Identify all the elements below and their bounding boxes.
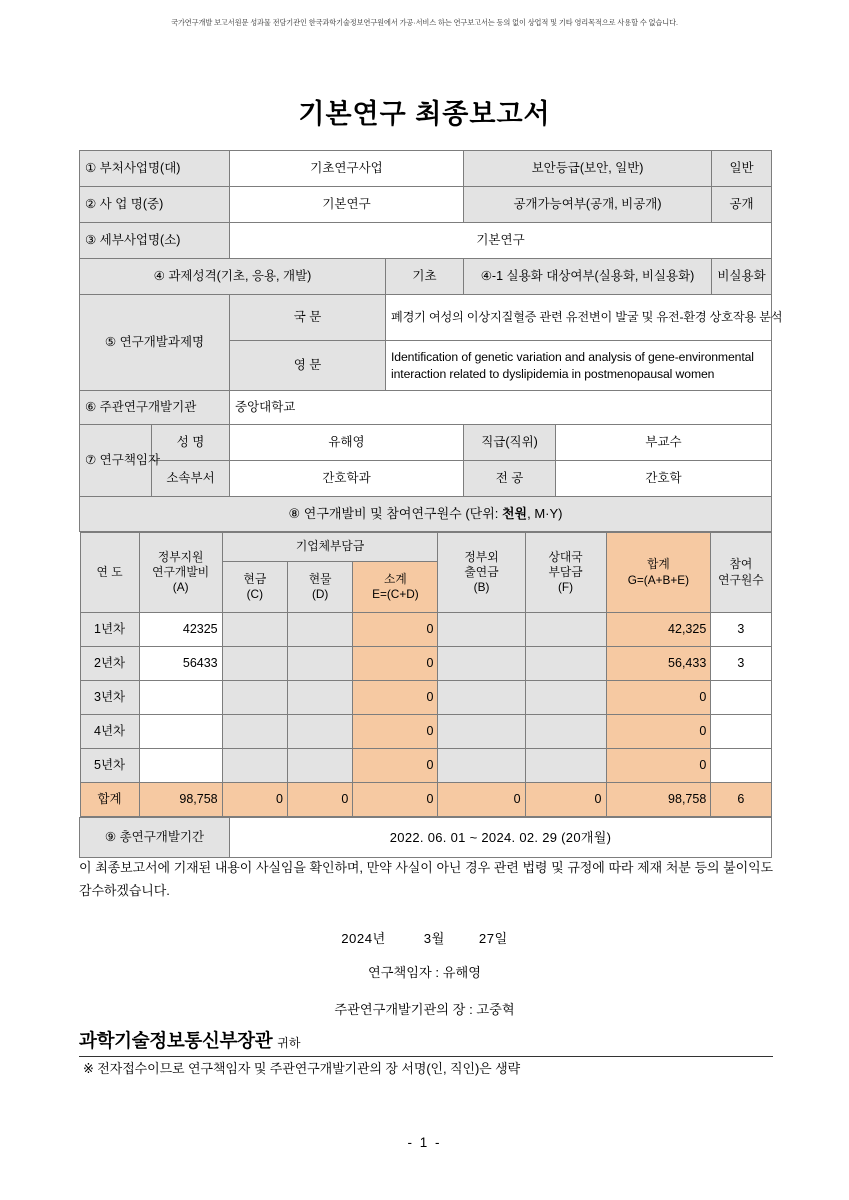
row3-value: 기본연구: [230, 223, 772, 259]
budget-caption-prefix: ⑧ 연구개발비 및 참여연구원수 (단위:: [288, 506, 502, 522]
cell-nongov: [438, 749, 525, 783]
ministry-name: 과학기술정보통신부장관: [79, 1030, 273, 1051]
table-row: [80, 715, 771, 749]
total-subtotal: 0: [353, 783, 438, 817]
bh-nongov-l3: (B): [473, 580, 490, 595]
table-row: [80, 425, 772, 461]
budget-caption-suffix: , M·Y): [527, 506, 563, 522]
signature-day: 27일: [478, 931, 508, 946]
signature-principal-investigator: 연구책임자 : 유해영: [368, 965, 481, 980]
bh-year: 연 도: [80, 533, 139, 613]
report-info-table: [79, 150, 783, 858]
table-row: [80, 295, 772, 341]
bh-partner: [525, 533, 606, 613]
cell-gov: [139, 715, 222, 749]
table-row: [80, 187, 772, 223]
cell-cash: [222, 647, 287, 681]
cell-total: 0: [606, 681, 711, 715]
bh-total-l1: 합계: [646, 557, 670, 572]
row1-sub-value: 일반: [712, 151, 772, 187]
budget-caption: [80, 497, 772, 532]
cell-subtotal: 0: [353, 681, 438, 715]
bh-total-l2: G=(A+B+E): [627, 572, 690, 587]
cell-inkind: [288, 749, 353, 783]
total-nongov: 0: [438, 783, 525, 817]
cell-inkind: [288, 613, 353, 647]
bh-nongov: [438, 533, 525, 613]
bh-inkind: [288, 562, 353, 613]
row5-en-label: 영 문: [230, 341, 386, 391]
cell-inkind: [288, 715, 353, 749]
bh-inkind-l1: 현물: [308, 571, 332, 586]
cell-subtotal: 0: [353, 647, 438, 681]
bh-researchers: [711, 533, 771, 613]
table-row: [80, 818, 772, 858]
bh-subtotal-l1: 소계: [384, 571, 407, 586]
ministry-suffix: 귀하: [277, 1036, 301, 1050]
cell-total: 56,433: [606, 647, 711, 681]
row7-name-label: 성 명: [152, 425, 230, 461]
cell-gov: 56433: [139, 647, 222, 681]
bh-nongov-l2: 출연금: [464, 564, 499, 579]
cell-partner: [525, 613, 606, 647]
signature-year: 2024년: [341, 931, 386, 946]
row3-label: ③ 세부사업명(소): [80, 223, 230, 259]
row4-label: ④ 과제성격(기초, 응용, 개발): [80, 259, 386, 295]
row-year-label: 3년차: [80, 681, 139, 715]
cell-subtotal: 0: [353, 749, 438, 783]
cell-partner: [525, 749, 606, 783]
budget-header-row-1: [80, 533, 771, 562]
cell-partner: [525, 647, 606, 681]
cell-partner: [525, 681, 606, 715]
signature-organization-head: 주관연구개발기관의 장 : 고중혁: [334, 1002, 515, 1017]
bh-company-group: 기업체부담금: [222, 533, 438, 562]
cell-subtotal: 0: [353, 715, 438, 749]
total-partner: 0: [525, 783, 606, 817]
row2-value: 기본연구: [230, 187, 464, 223]
cell-inkind: [288, 647, 353, 681]
signature-date: [0, 928, 849, 947]
cell-gov: 42325: [139, 613, 222, 647]
row-year-label: 4년차: [80, 715, 139, 749]
row9-value: 2022. 06. 01 ~ 2024. 02. 29 (20개월): [230, 818, 772, 858]
row2-sub-value: 공개: [712, 187, 772, 223]
page-number: - 1 -: [407, 1135, 442, 1150]
table-row: [80, 151, 772, 187]
table-row: [80, 613, 771, 647]
cell-nongov: [438, 613, 525, 647]
bh-total: [606, 533, 711, 613]
bh-gov-fund-l1: 정부지원: [157, 549, 204, 564]
table-row: [80, 391, 772, 425]
row7-major-label: 전 공: [464, 461, 556, 497]
cell-researchers: [711, 681, 771, 715]
bh-researchers-l1: 참여: [729, 557, 753, 572]
row5-ko-label: 국 문: [230, 295, 386, 341]
cell-subtotal: 0: [353, 613, 438, 647]
bh-subtotal: [353, 562, 438, 613]
bh-nongov-l1: 정부외: [464, 549, 499, 564]
bh-partner-l2: 부담금: [548, 564, 583, 579]
cell-researchers: 3: [711, 647, 771, 681]
cell-cash: [222, 749, 287, 783]
row7-dept-label: 소속부서: [152, 461, 230, 497]
bh-gov-fund-l2: 연구개발비: [152, 564, 210, 579]
cell-researchers: [711, 749, 771, 783]
cell-gov: [139, 681, 222, 715]
row2-label: ② 사 업 명(중): [80, 187, 230, 223]
cell-total: 42,325: [606, 613, 711, 647]
ministry-addressee: [79, 1027, 773, 1057]
row2-sub-label: 공개가능여부(공개, 비공개): [464, 187, 712, 223]
cell-gov: [139, 749, 222, 783]
cell-cash: [222, 613, 287, 647]
row7-major-value: 간호학: [556, 461, 772, 497]
bh-cash: [222, 562, 287, 613]
table-row: [80, 749, 771, 783]
bh-partner-l3: (F): [558, 580, 574, 595]
row6-label: ⑥ 주관연구개발기관: [80, 391, 230, 425]
bh-cash-l1: 현금: [243, 571, 267, 586]
cell-partner: [525, 715, 606, 749]
row9-label: ⑨ 총연구개발기간: [80, 818, 230, 858]
table-row: [80, 223, 772, 259]
bh-subtotal-l2: E=(C+D): [372, 587, 419, 601]
total-cash: 0: [222, 783, 287, 817]
row-year-label: 1년차: [80, 613, 139, 647]
row7-rank-label: 직급(직위): [464, 425, 556, 461]
cell-researchers: 3: [711, 613, 771, 647]
row7-dept-value: 간호학과: [230, 461, 464, 497]
signature-month: 3월: [423, 931, 445, 946]
legal-notice: 국가연구개발 보고서원문 성과물 전담기관인 한국과학기술정보연구원에서 가공·서비스 하는 연구보고서는 동의 없이 상업적 및 기타 영리목적으로 사용할 수 없습니다.: [171, 18, 678, 27]
row4-sub-value: 비실용화: [712, 259, 772, 295]
budget-caption-unit: 천원: [501, 506, 528, 522]
cell-nongov: [438, 647, 525, 681]
row1-label: ① 부처사업명(대): [80, 151, 230, 187]
cell-total: 0: [606, 715, 711, 749]
row7-name-value: 유해영: [230, 425, 464, 461]
table-row: [80, 681, 771, 715]
bh-gov-fund-l3: (A): [172, 580, 189, 595]
total-total: 98,758: [606, 783, 711, 817]
row4-sub-label: ④-1 실용화 대상여부(실용화, 비실용화): [464, 259, 712, 295]
table-row: [80, 259, 772, 295]
declaration-statement: 이 최종보고서에 기재된 내용이 사실임을 확인하며, 만약 사실이 아닌 경우 관련 법령 및 규정에 따라 제재 처분 등의 불이익도 감수하겠습니다.: [79, 860, 773, 898]
bh-inkind-l2: (D): [311, 587, 329, 601]
budget-table-cell: [80, 532, 772, 818]
row1-value: 기초연구사업: [230, 151, 464, 187]
bh-gov-fund: [139, 533, 222, 613]
bh-researchers-l2: 연구원수: [718, 572, 764, 587]
row-year-label: 2년차: [80, 647, 139, 681]
budget-total-row: [80, 783, 771, 817]
table-row: [80, 647, 771, 681]
total-row-label: 합계: [80, 783, 139, 817]
row5-en-value: Identification of genetic variation and analysis of gene-environmental interaction related to dyslipidemia in postmenopausal women: [386, 341, 772, 391]
row7-rank-value: 부교수: [556, 425, 772, 461]
cell-total: 0: [606, 749, 711, 783]
row1-sub-label: 보안등급(보안, 일반): [464, 151, 712, 187]
bh-cash-l2: (C): [246, 587, 264, 601]
page-title: 기본연구 최종보고서: [298, 99, 551, 129]
row-year-label: 5년차: [80, 749, 139, 783]
footnote: ※ 전자접수이므로 연구책임자 및 주관연구개발기관의 장 서명(인, 직인)은 생략: [83, 1061, 521, 1076]
row4-value: 기초: [386, 259, 464, 295]
total-gov: 98,758: [139, 783, 222, 817]
cell-nongov: [438, 715, 525, 749]
row5-ko-value: 폐경기 여성의 이상지질혈증 관련 유전변이 발굴 및 유전-환경 상호작용 분석: [386, 295, 772, 341]
table-row: [80, 497, 772, 532]
cell-researchers: [711, 715, 771, 749]
cell-inkind: [288, 681, 353, 715]
bh-partner-l1: 상대국: [548, 549, 583, 564]
cell-cash: [222, 715, 287, 749]
table-row: [80, 532, 772, 818]
total-inkind: 0: [288, 783, 353, 817]
cell-cash: [222, 681, 287, 715]
row5-label: ⑤ 연구개발과제명: [80, 295, 230, 391]
row7-label: ⑦ 연구책임자: [80, 425, 152, 497]
budget-table: [80, 532, 772, 817]
row6-value: 중앙대학교: [230, 391, 772, 425]
table-row: [80, 461, 772, 497]
cell-nongov: [438, 681, 525, 715]
total-researchers: 6: [711, 783, 771, 817]
